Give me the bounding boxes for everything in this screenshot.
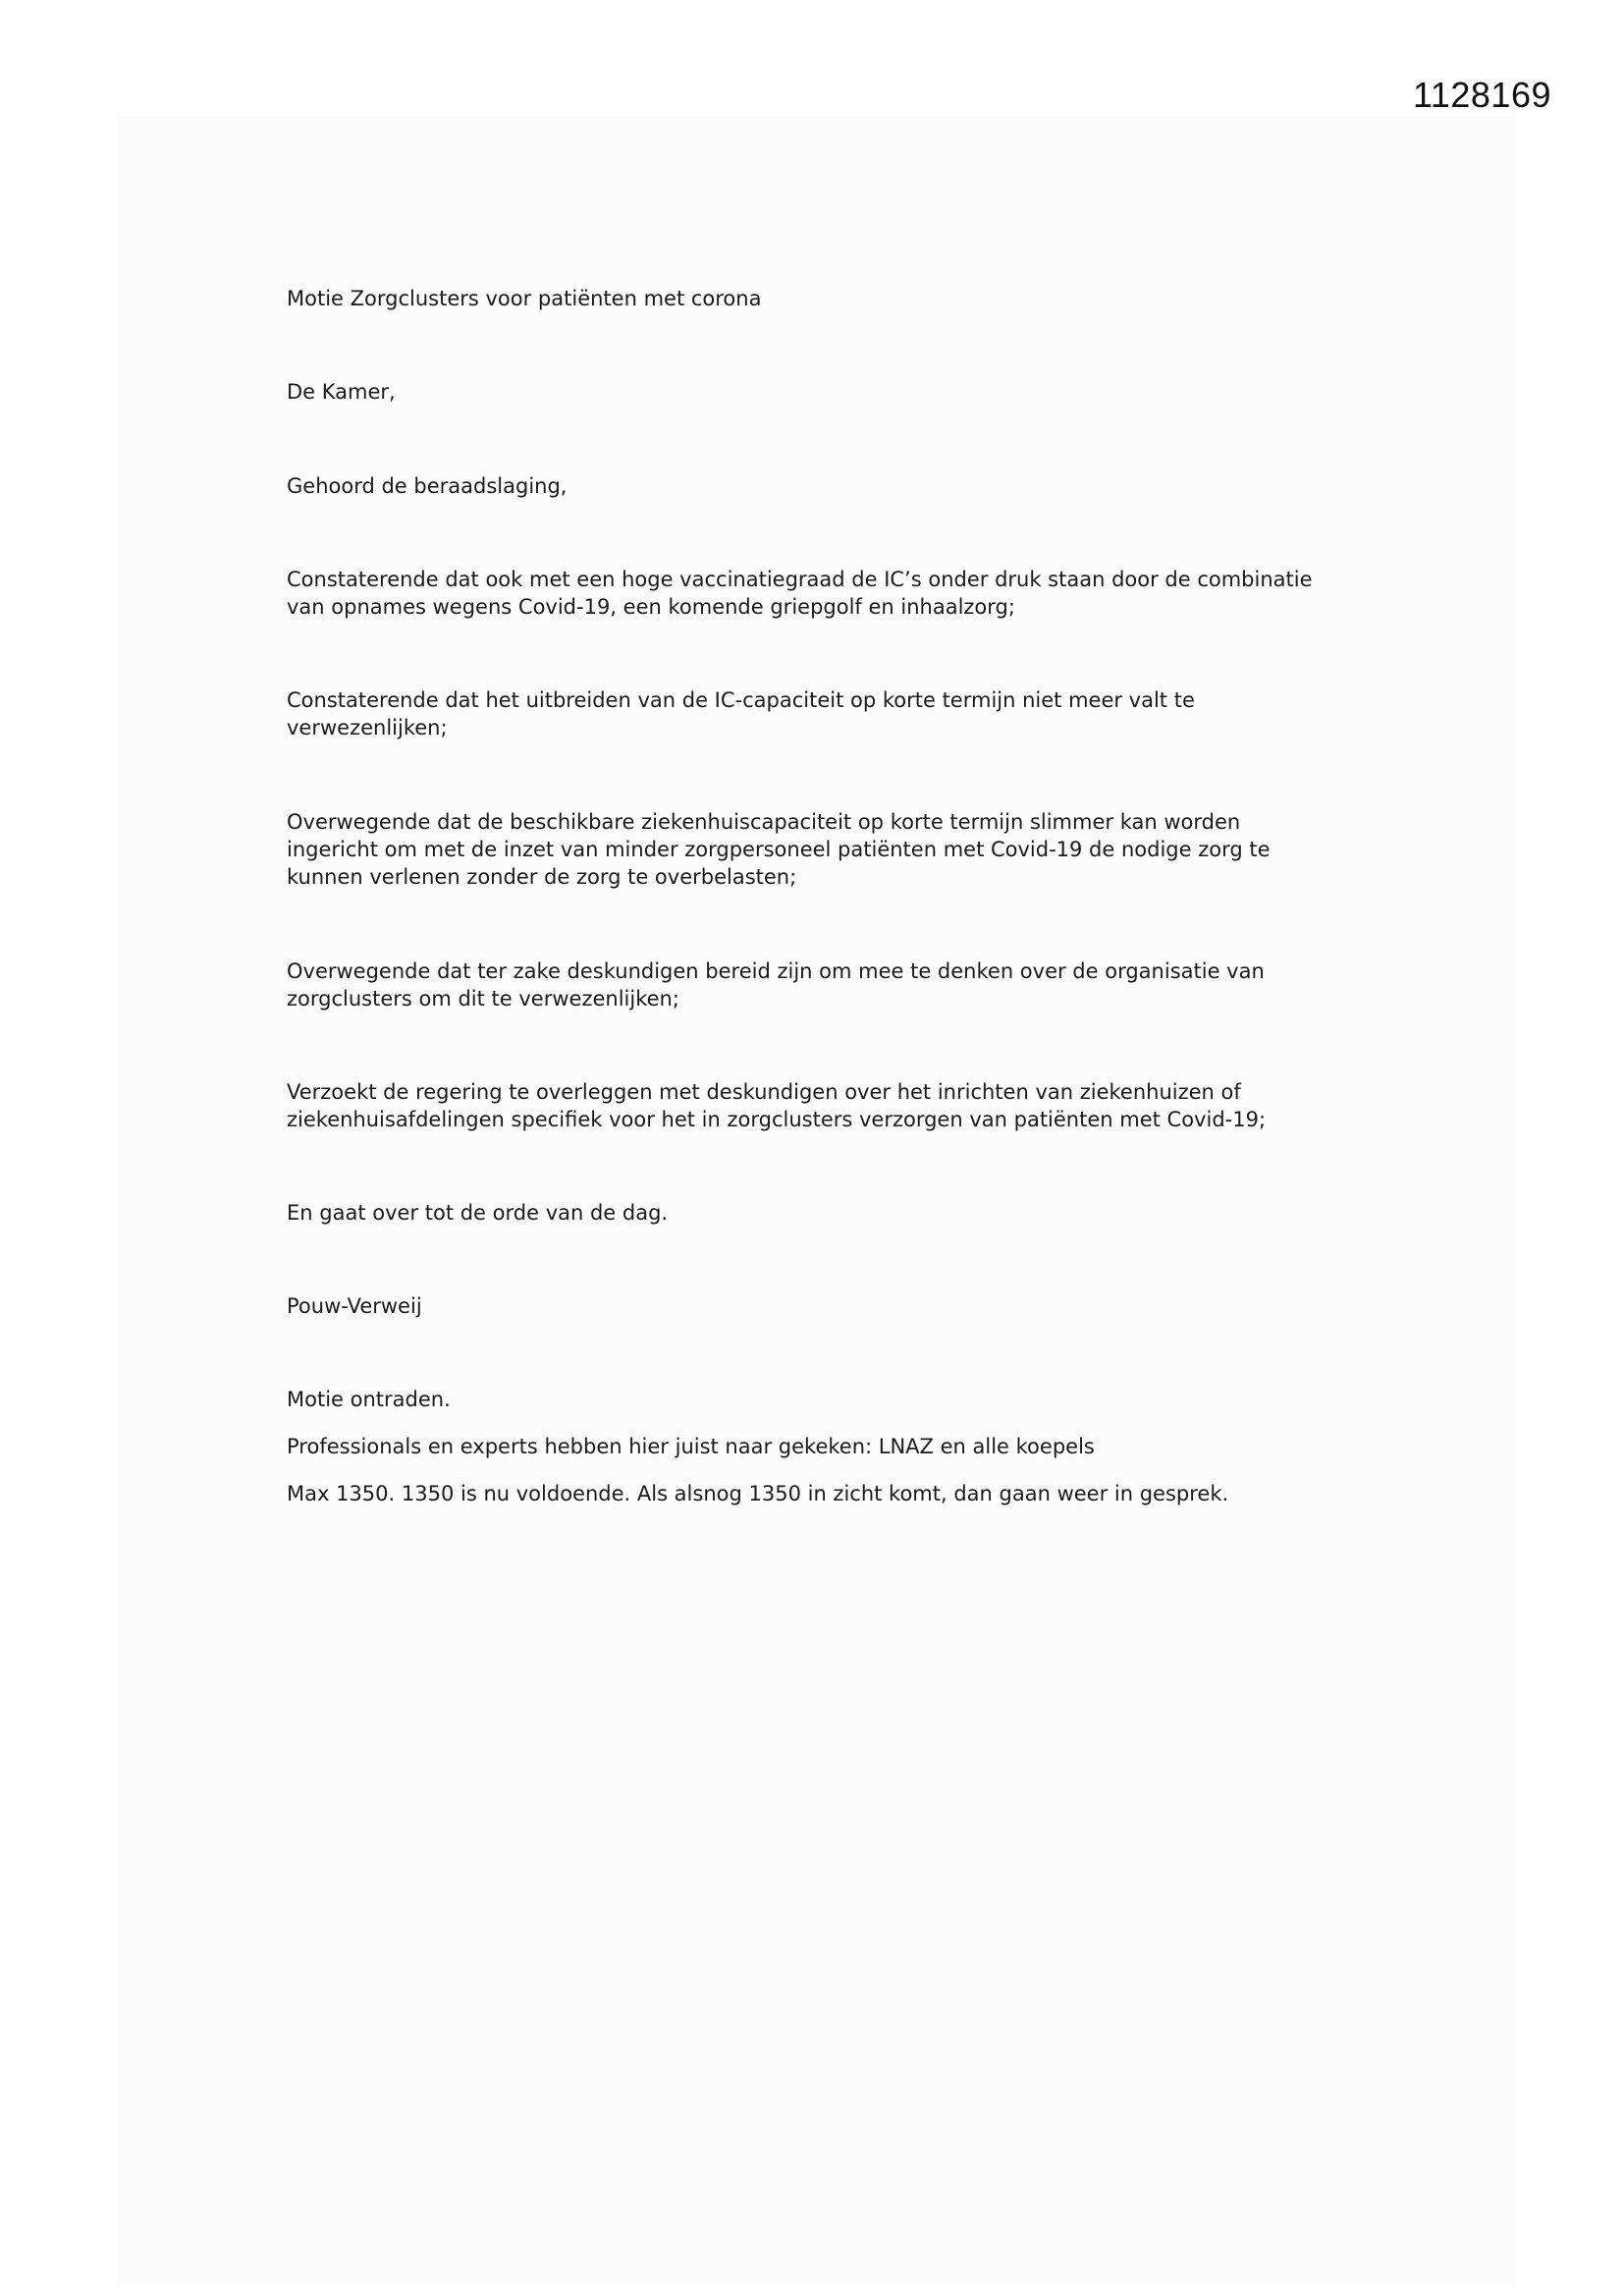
consideration-paragraph: Constaterende dat het uitbreiden van de IC-capaciteit op korte termijn niet meer valt te verwezenlijken;: [287, 688, 1195, 739]
salutation: De Kamer,: [287, 380, 396, 404]
request-paragraph: Verzoekt de regering te overleggen met deskundigen over het inrichten van ziekenhuizen of ziekenhuisafdelingen specifiek voor het in zorgclusters verzorgen van patiënten met Covid-19;: [287, 1080, 1267, 1131]
note-line: Motie ontraden.: [287, 1388, 451, 1411]
consideration-paragraph: Overwegende dat ter zake deskundigen bereid zijn om mee te denken over de organisatie van zorgclusters om dit te verwezenlijken;: [287, 959, 1265, 1011]
note-line: Professionals en experts hebben hier juist naar gekeken: LNAZ en alle koepels: [287, 1435, 1095, 1458]
motion-title: Motie Zorgclusters voor patiënten met corona: [287, 287, 762, 310]
consideration-paragraph: Constaterende dat ook met een hoge vaccinatiegraad de IC’s onder druk staan door de combinatie van opnames wegens Covid-19, een komende griepgolf en inhaalzorg;: [287, 568, 1313, 619]
document-number: 1128169: [1413, 75, 1551, 115]
closing-line: En gaat over tot de orde van de dag.: [287, 1201, 669, 1225]
consideration-paragraph: Overwegende dat de beschikbare ziekenhuiscapaciteit op korte termijn slimmer kan worden ingericht om met de inzet van minder zorgpersoneel patiënten met Covid-19 de nodige zorg te kunnen verlenen zonder de zorg te overbelasten;: [287, 810, 1271, 889]
note-line: Max 1350. 1350 is nu voldoende. Als alsnog 1350 in zicht komt, dan gaan weer in gesprek.: [287, 1482, 1229, 1505]
opening-line: Gehoord de beraadslaging,: [287, 474, 568, 498]
signatory: Pouw-Verweij: [287, 1294, 422, 1318]
